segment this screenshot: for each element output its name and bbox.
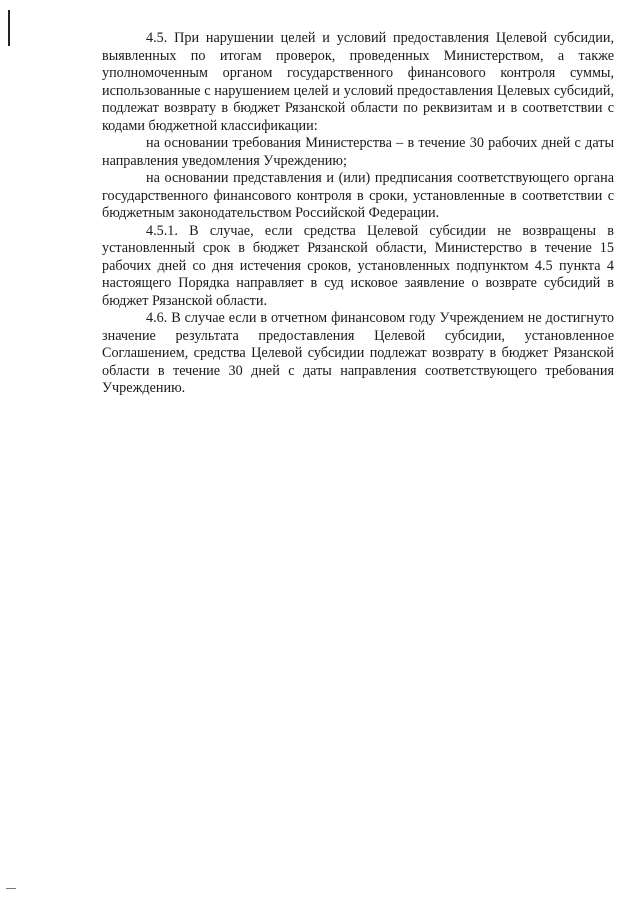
paragraph-4-5-1: 4.5.1. В случае, если средства Целевой субсидии не возвращены в установленный срок в бюджет Рязанской области, Министерство в течение 15 рабочих дней со дня истечения сроков, установленных подпунктом 4.5 пункта 4 настоящего Порядка направляет в суд исковое заявление о возврате субсидий в бюджет Рязанской области. xyxy=(102,222,614,309)
paragraph-4-6: 4.6. В случае если в отчетном финансовом году Учреждением не достигнуто значение результата предоставления Целевой субсидии, установленное Соглашением, средства Целевой субсидии подлежат возврату в бюджет Рязанской области в течение 30 дней с даты направления соответствующего требования Учреждению. xyxy=(102,310,614,396)
margin-line xyxy=(8,10,10,46)
paragraph-4-5: 4.5. При нарушении целей и условий предоставления Целевой субсидии, выявленных по итогам проверок, проведенных Министерством, а также уполномоченным органом государственного финансового контроля суммы, использованные с нарушением целей и условий предоставления Целевых субсидий, подлежат возврату в бюджет Рязанской области по реквизитам и в соответствии с кодами бюджетной классификации: xyxy=(102,30,614,134)
document-body xyxy=(102,30,614,398)
paragraph-ministry-requirement: на основании требования Министерства – в течение 30 рабочих дней с даты направления уведомления Учреждению; xyxy=(102,135,614,169)
paragraph-control-order: на основании представления и (или) предписания соответствующего органа государственного финансового контроля в сроки, установленные в соответствии с бюджетным законодательством Российской Федерации. xyxy=(102,170,614,221)
scan-mark xyxy=(6,888,16,889)
